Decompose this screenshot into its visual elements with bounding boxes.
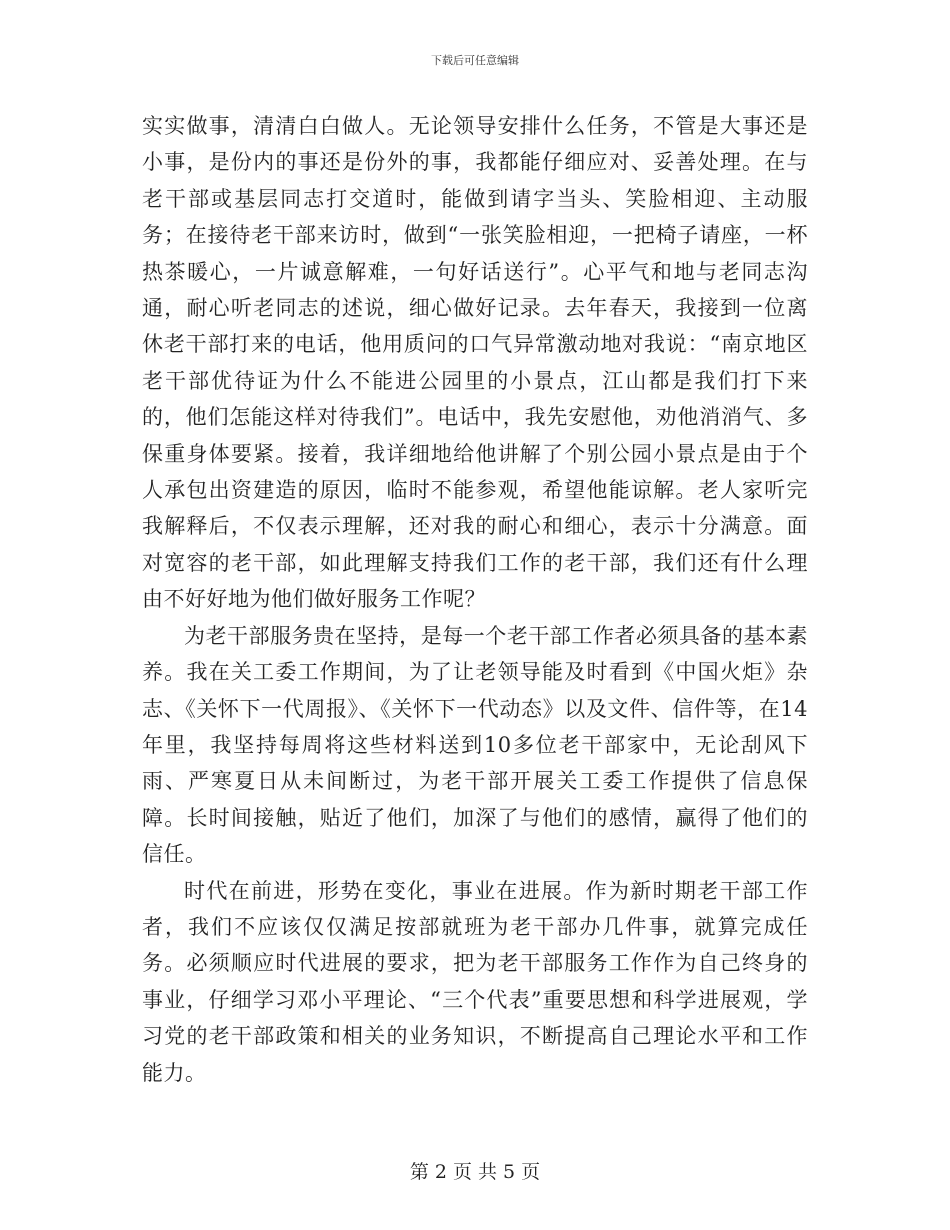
page-number-footer: 第 2 页 共 5 页 — [409, 1161, 541, 1183]
paragraph-2: 为老干部服务贵在坚持，是每一个老干部工作者必须具备的基本素养。我在关工委工作期间，为了让老领导能及时看到《中国火炬》杂志、《关怀下一代周报》、《关怀下一代动态》以及文件、信件等，在14年里，我坚持每周将这些材料送到10多位老干部家中，无论刮风下雨、严寒夏日从未间断过，为老干部开展关工委工作提供了信息保障。长时间接触，贴近了他们，加深了与他们的感情，赢得了他们的信任。 — [142, 623, 808, 867]
page-header: 下载后可任意编辑 — [431, 54, 519, 67]
paragraph-1: 实实做事，清清白白做人。无论领导安排什么任务，不管是大事还是小事，是份内的事还是份外的事，我都能仔细应对、妥善处理。在与老干部或基层同志打交道时，能做到请字当头、笑脸相迎、主动服务；在接待老干部来访时，做到“一张笑脸相迎，一把椅子请座，一杯热茶暖心，一片诚意解难，一句好话送行”。心平气和地与老同志沟通，耐心听老同志的述说，细心做好记录。去年春天，我接到一位离休老干部打来的电话，他用质问的口气异常激动地对我说：“南京地区老干部优待证为什么不能进公园里的小景点，江山都是我们打下来的，他们怎能这样对待我们”。电话中，我先安慰他，劝他消消气、多保重身体要紧。接着，我详细地给他讲解了个别公园小景点是由于个人承包出资建造的原因，临时不能参观，希望他能谅解。老人家听完我解释后，不仅表示理解，还对我的耐心和细心，表示十分满意。面对宽容的老干部，如此理解支持我们工作的老干部，我们还有什么理由不好好地为他们做好服务工作呢？ — [142, 114, 808, 612]
document-body — [142, 108, 808, 1091]
paragraph-3: 时代在前进，形势在变化，事业在进展。作为新时期老干部工作者，我们不应该仅仅满足按部就班为老干部办几件事，就算完成任务。必须顺应时代进展的要求，把为老干部服务工作作为自己终身的事业，仔细学习邓小平理论、“三个代表”重要思想和科学进展观，学习党的老干部政策和相关的业务知识，不断提高自己理论水平和工作能力。 — [142, 878, 808, 1085]
